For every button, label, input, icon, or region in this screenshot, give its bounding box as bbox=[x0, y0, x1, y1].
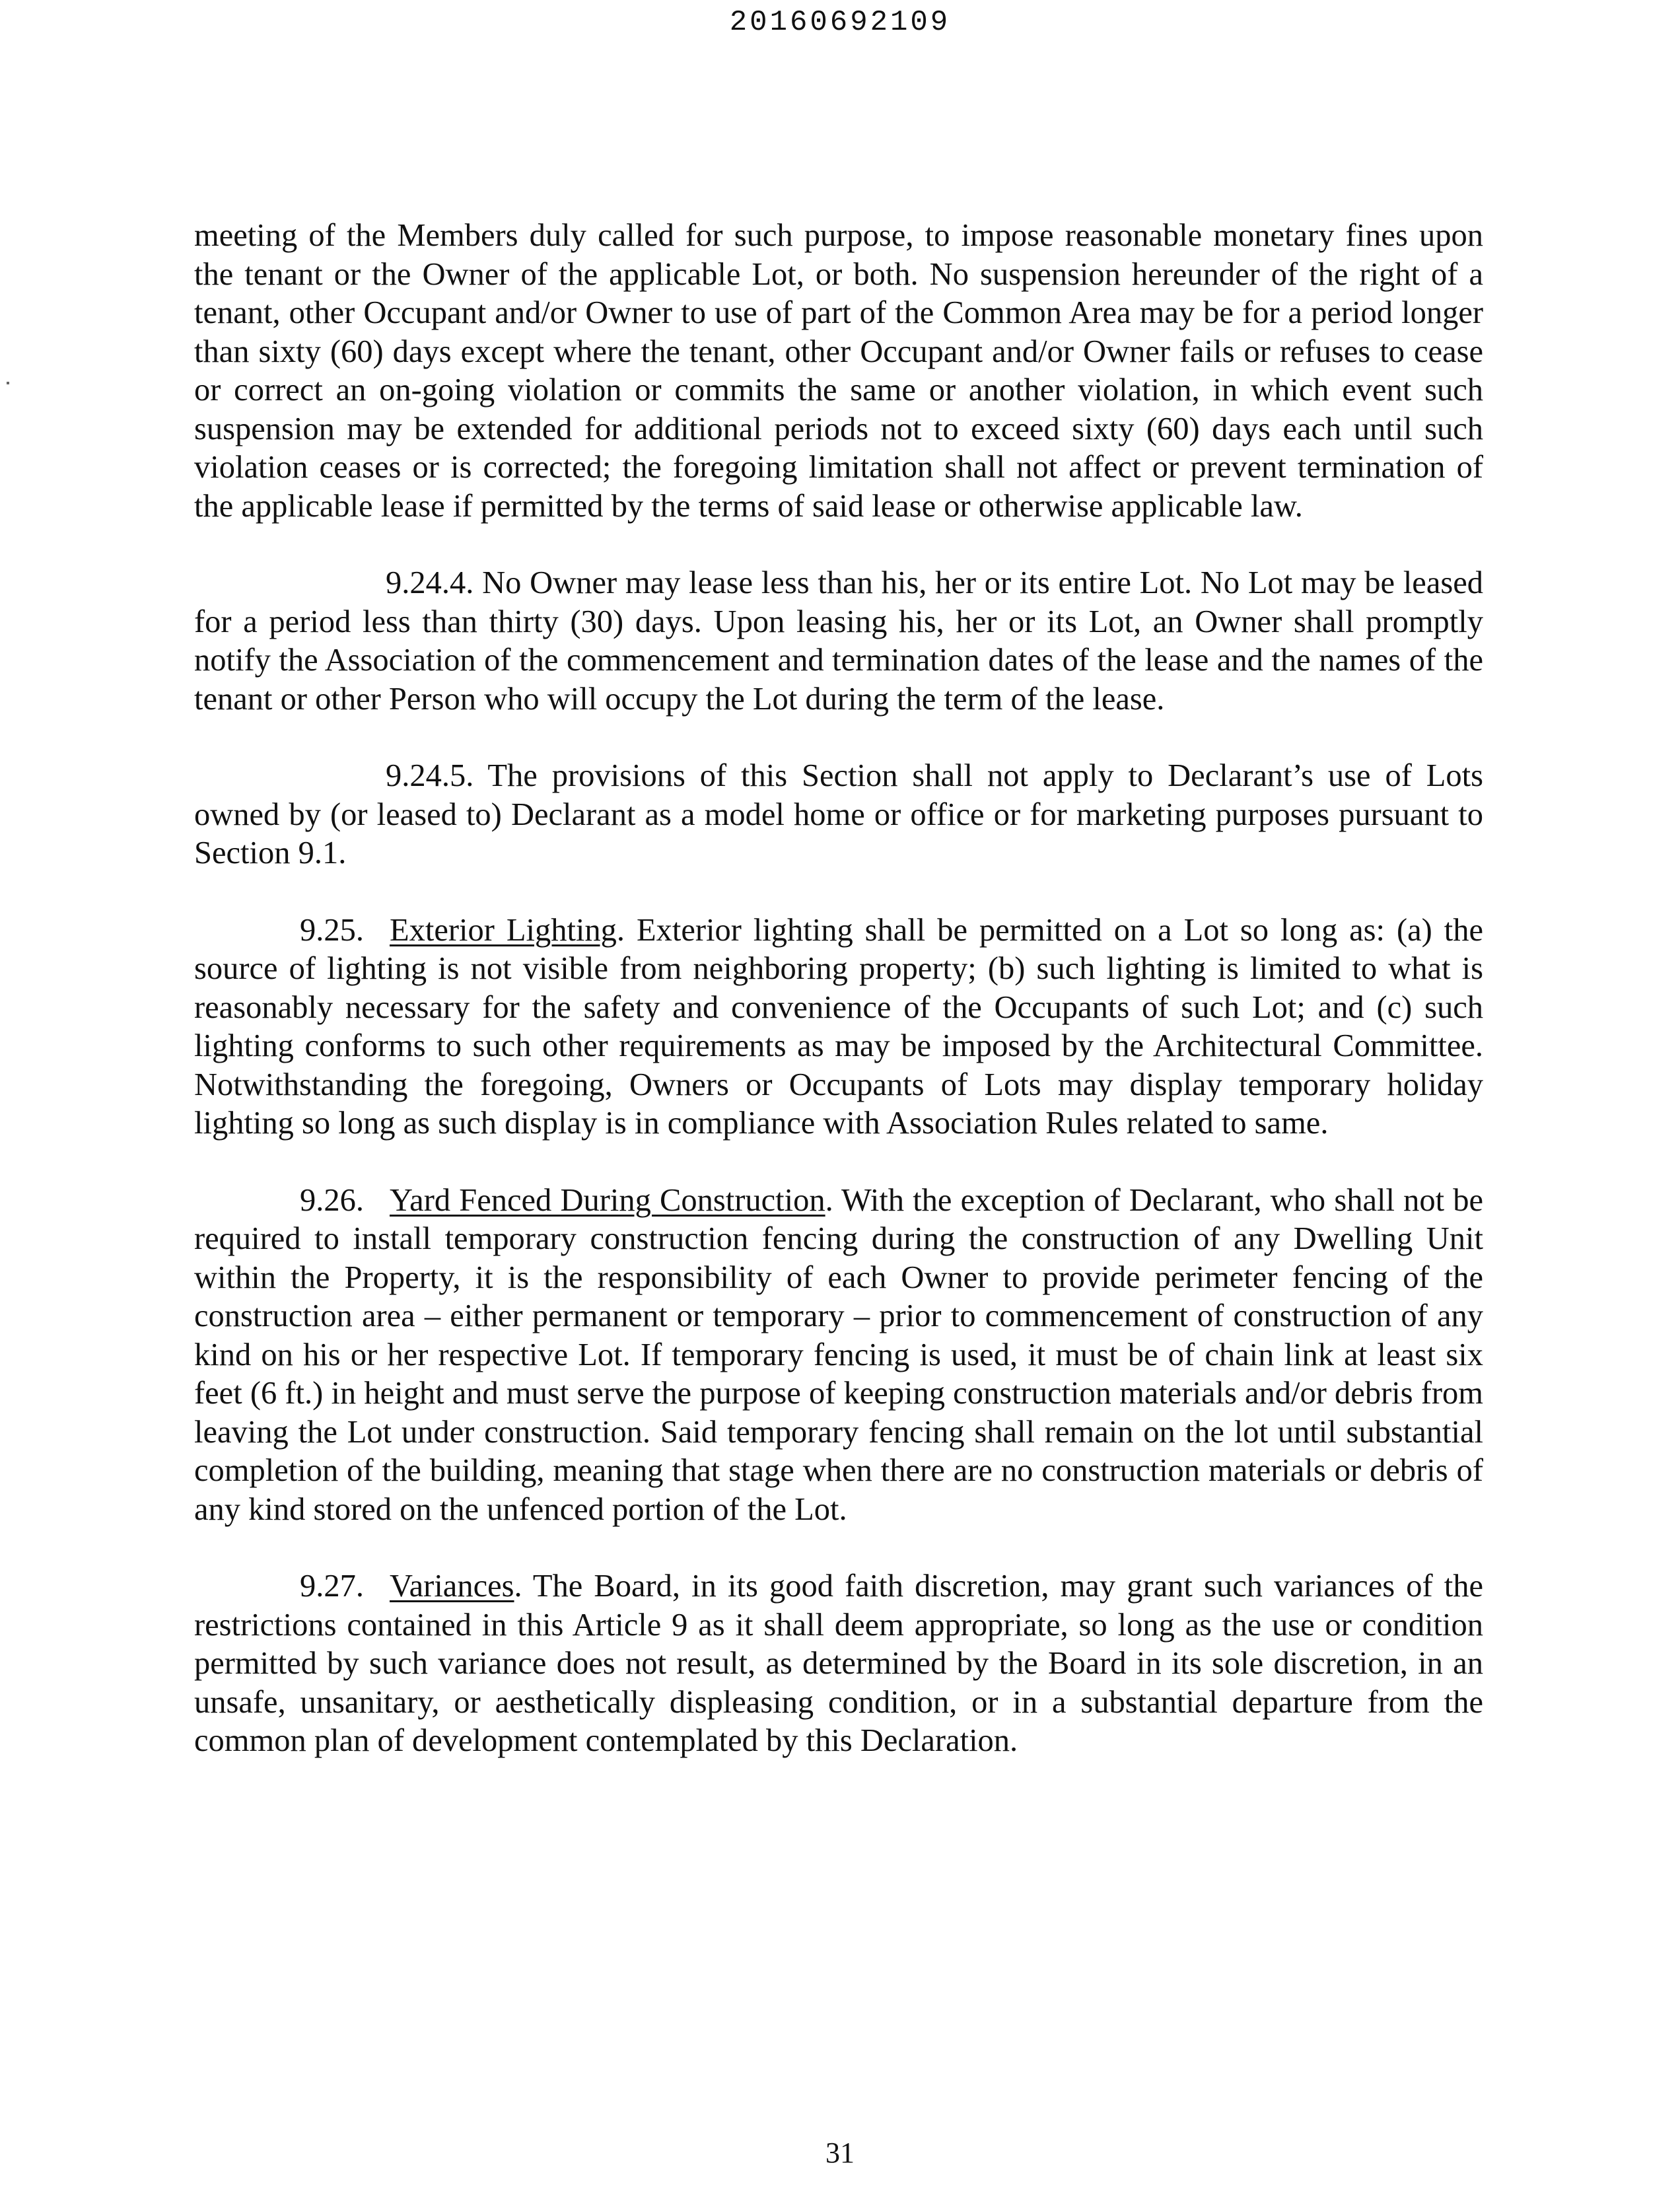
document-number: 20160692109 bbox=[729, 6, 951, 39]
section-number: 9.25. bbox=[300, 912, 364, 948]
document-body bbox=[194, 217, 1483, 1761]
section-heading: Variances bbox=[390, 1569, 514, 1604]
section-text: . With the exception of Declarant, who shall not be required to install temporary construction fencing during the construction of any Dwelling Unit within the Property, it is the responsibility of each Owner to provide perimeter fencing of the construction area – either permanent or temporary – prior to commencement of construction of any kind on his or her respective Lot. If temporary fencing is used, it must be of chain link at least six feet (6 ft.) in height and must serve the purpose of keeping construction materials and/or debris from leaving the Lot under construction. Said temporary fencing shall remain on the lot until substantial completion of the building, meaning that stage when there are no construction materials or debris of any kind stored on the unfenced portion of the Lot. bbox=[194, 1182, 1483, 1527]
paragraph-continuation: meeting of the Members duly called for such purpose, to impose reasonable monetary fines upon the tenant or the Owner of the applicable Lot, or both. No suspension hereunder of the right of a tenant, other Occupant and/or Owner to use of part of the Common Area may be for a period longer than sixty (60) days except where the tenant, other Occupant and/or Owner fails or refuses to cease or correct an on-going violation or commits the same or another violation, in which event such suspension may be extended for additional periods not to exceed sixty (60) days each until such violation ceases or is corrected; the foregoing limitation shall not affect or prevent termination of the applicable lease if permitted by the terms of said lease or otherwise applicable law. bbox=[194, 218, 1483, 524]
section-9-25 bbox=[194, 911, 1483, 1143]
section-9-26 bbox=[194, 1182, 1483, 1530]
section-heading: Exterior Lighting bbox=[390, 912, 617, 948]
section-9-27 bbox=[194, 1567, 1483, 1761]
margin-speck bbox=[7, 382, 9, 384]
section-text: . Exterior lighting shall be permitted on a Lot so long as: (a) the source of lighting is not visible from neighboring property; (b) such lighting is limited to what is reasonably necessary for the safety and convenience of the Occupants of such Lot; and (c) such lighting conforms to such other requirements as may be imposed by the Architectural Committee. Notwithstanding the foregoing, Owners or Occupants of Lots may display temporary holiday lighting so long as such display is in compliance with Association Rules related to same. bbox=[194, 912, 1483, 1141]
section-number: 9.27. bbox=[300, 1569, 364, 1604]
page-number: 31 bbox=[825, 2137, 855, 2169]
section-number: 9.26. bbox=[300, 1182, 364, 1218]
section-heading: Yard Fenced During Construction bbox=[390, 1182, 825, 1218]
paragraph-9-24-4: 9.24.4. No Owner may lease less than his, her or its entire Lot. No Lot may be leased for a period less than thirty (30) days. Upon leasing his, her or its Lot, an Owner shall promptly notify the Association of the commencement and termination dates of the lease and the names of the tenant or other Person who will occupy the Lot during the term of the lease. bbox=[194, 565, 1483, 717]
paragraph-9-24-5: 9.24.5. The provisions of this Section shall not apply to Declarant’s use of Lots owned by (or leased to) Declarant as a model home or office or for marketing purposes pursuant to Section 9.1. bbox=[194, 758, 1483, 870]
section-text: . The Board, in its good faith discretion, may grant such variances of the restrictions contained in this Article 9 as it shall deem appropriate, so long as the use or condition permitted by such variance does not result, as determined by the Board in its sole discretion, in an unsafe, unsanitary, or aesthetically displeasing condition, or in a substantial departure from the common plan of development contemplated by this Declaration. bbox=[194, 1569, 1483, 1758]
